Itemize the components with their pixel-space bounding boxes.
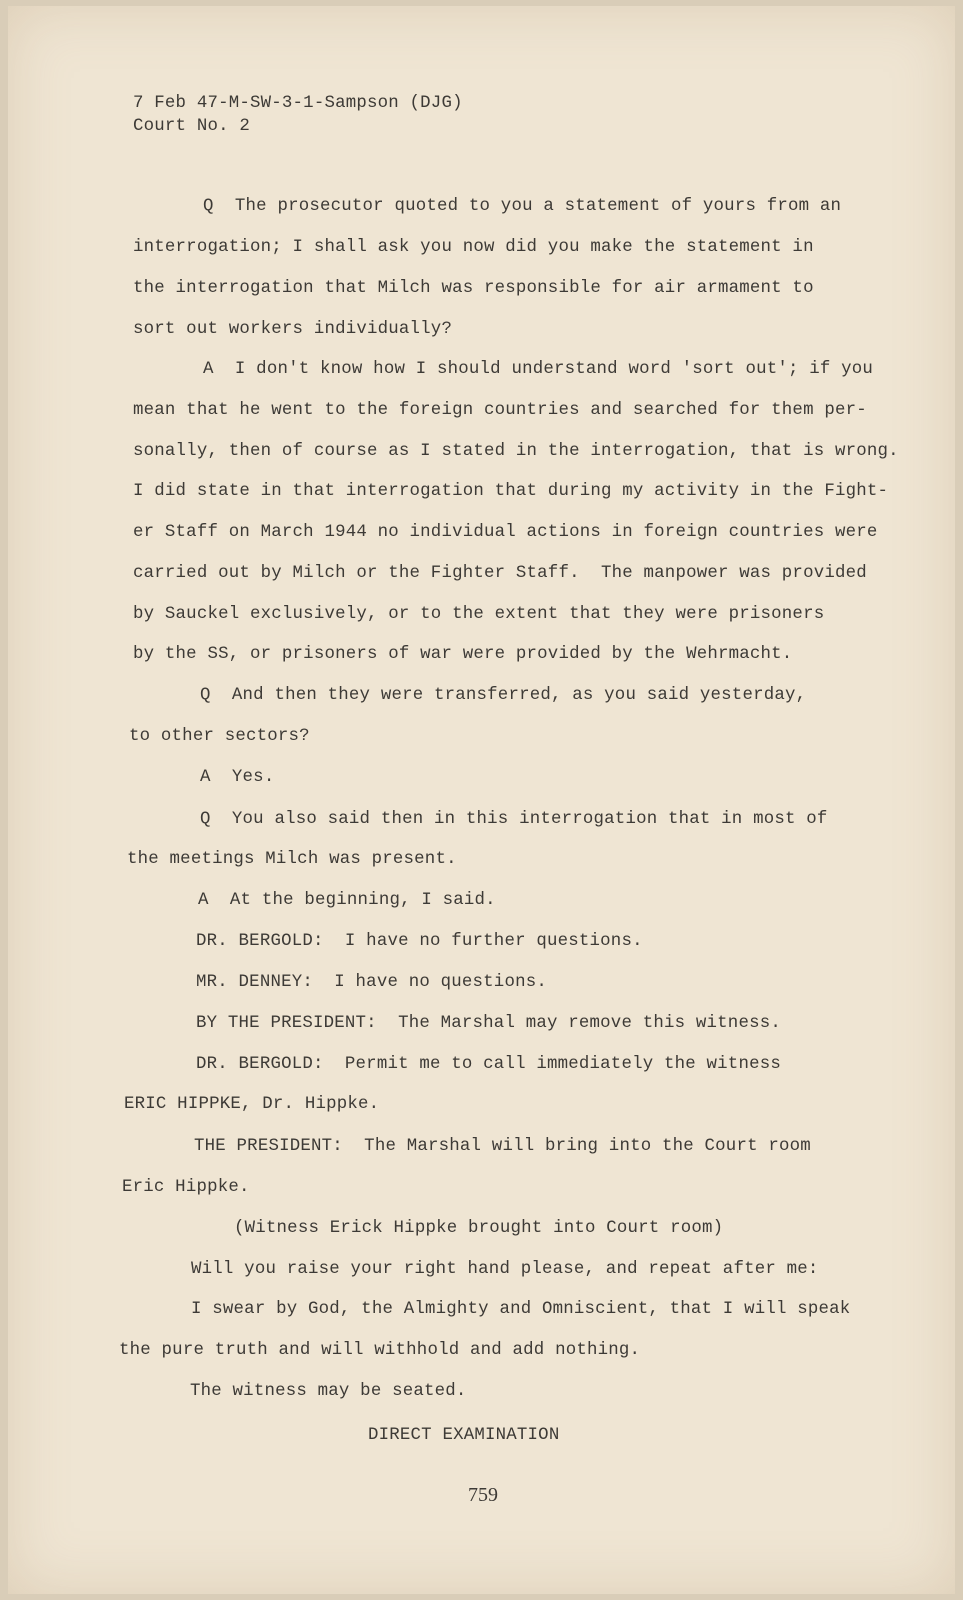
text-line: mean that he went to the foreign countries and searched for them per- bbox=[133, 401, 867, 420]
text-line: A Yes. bbox=[200, 768, 275, 787]
text-line: er Staff on March 1944 no individual actions in foreign countries were bbox=[133, 523, 878, 542]
text-line: ERIC HIPPKE, Dr. Hippke. bbox=[124, 1095, 380, 1114]
text-line: The witness may be seated. bbox=[190, 1382, 467, 1401]
header-line-2: Court No. 2 bbox=[133, 117, 250, 136]
text-line: I swear by God, the Almighty and Omniscient, that I will speak bbox=[191, 1300, 851, 1319]
text-line: sort out workers individually? bbox=[133, 320, 453, 339]
text-line: by the SS, or prisoners of war were provided by the Wehrmacht. bbox=[133, 645, 793, 664]
text-line: Q You also said then in this interrogation that in most of bbox=[200, 810, 828, 829]
text-line: the interrogation that Milch was responsible for air armament to bbox=[133, 279, 814, 298]
text-line: DR. BERGOLD: Permit me to call immediately the witness bbox=[196, 1055, 781, 1074]
text-line: (Witness Erick Hippke brought into Court room) bbox=[234, 1219, 724, 1238]
text-line: by Sauckel exclusively, or to the extent that they were prisoners bbox=[133, 605, 825, 624]
page-number: 759 bbox=[468, 1484, 498, 1506]
text-line: carried out by Milch or the Fighter Staff. The manpower was provided bbox=[133, 564, 867, 583]
text-line: interrogation; I shall ask you now did you make the statement in bbox=[133, 238, 814, 257]
section-heading: DIRECT EXAMINATION bbox=[368, 1426, 560, 1445]
text-line: to other sectors? bbox=[129, 727, 310, 746]
text-line: DR. BERGOLD: I have no further questions. bbox=[196, 932, 643, 951]
text-line: the meetings Milch was present. bbox=[127, 850, 457, 869]
document-page bbox=[8, 6, 955, 1594]
header-line-1: 7 Feb 47-M-SW-3-1-Sampson (DJG) bbox=[133, 94, 463, 113]
text-line: A I don't know how I should understand word 'sort out'; if you bbox=[203, 360, 874, 379]
text-line: Q And then they were transferred, as you said yesterday, bbox=[200, 686, 807, 705]
text-line: BY THE PRESIDENT: The Marshal may remove this witness. bbox=[196, 1014, 781, 1033]
text-line: Eric Hippke. bbox=[122, 1178, 250, 1197]
text-line: I did state in that interrogation that during my activity in the Fight- bbox=[133, 482, 889, 501]
text-line: A At the beginning, I said. bbox=[198, 891, 496, 910]
text-line: sonally, then of course as I stated in the interrogation, that is wrong. bbox=[133, 442, 899, 461]
text-line: Will you raise your right hand please, and repeat after me: bbox=[191, 1260, 819, 1279]
text-line: MR. DENNEY: I have no questions. bbox=[196, 973, 547, 992]
text-line: Q The prosecutor quoted to you a statement of yours from an bbox=[203, 197, 842, 216]
text-line: THE PRESIDENT: The Marshal will bring into the Court room bbox=[194, 1137, 811, 1156]
text-line: the pure truth and will withhold and add nothing. bbox=[119, 1341, 641, 1360]
